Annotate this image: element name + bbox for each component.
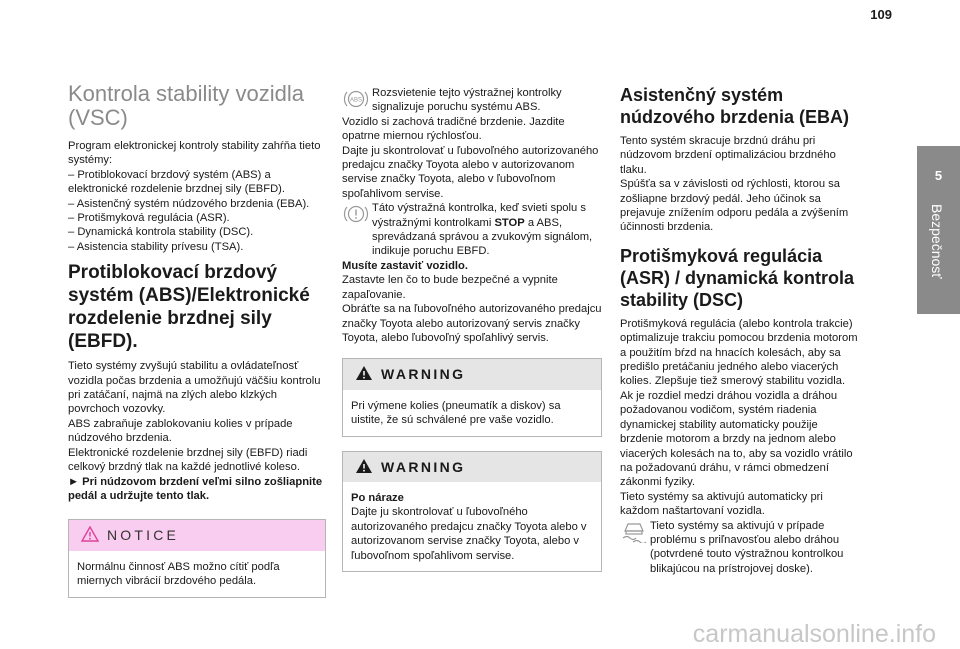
list-item: – Protiblokovací brzdový systém (ABS) a elektronické rozdelenie brzdnej sily (EBFD). xyxy=(68,168,285,196)
abs-para: Tieto systémy zvyšujú stabilitu a ovládateľnosť vozidla počas brzdenia a umožňujú väčšiu kontrolu pri zatáčaní, najmä na zlých alebo klzkých povrchoch vozovky. xyxy=(68,360,321,416)
warning-title: WARNING xyxy=(381,458,466,475)
brake-lamp-text xyxy=(372,201,602,259)
notice-box xyxy=(68,519,326,597)
abs-para: ABS zabraňuje zablokovaniu kolies v prípade núdzového brzdenia. xyxy=(68,417,293,445)
notice-body xyxy=(69,551,325,597)
vsc-heading: Kontrola stability vozidla (VSC) xyxy=(68,81,305,130)
col2-para: Dajte ju skontrolovať u ľubovoľného autorizovaného predajcu značky Toyota alebo v autorizovanom servise značky Toyota, alebo v ľubovoľnom spoľahlivom servise. xyxy=(342,144,599,200)
abs-heading: Protiblokovací brzdový systém (ABS)/Elektronické rozdelenie brzdnej sily (EBFD). xyxy=(68,262,310,353)
notice-header xyxy=(69,520,325,550)
chapter-label: Bezpečnosť xyxy=(929,204,945,279)
column-1 xyxy=(68,82,326,598)
warning-box-1 xyxy=(342,358,602,436)
ebfd-para: Elektronické rozdelenie brzdnej sily (EBFD) riadi celkový brzdný tlak na každé jednotlivé koleso. xyxy=(68,446,308,474)
svg-text:ABS: ABS xyxy=(349,97,363,104)
eba-para: Tento systém skracuje brzdnú dráhu pri núdzovom brzdení optimalizáciou brzdného tlaku. xyxy=(620,135,836,176)
warning-text: Pri výmene kolies (pneumatík a diskov) sa uistite, že sú schválené pre vaše vozidlo. xyxy=(351,399,561,427)
warning-text: Dajte ju skontrolovať u ľubovoľného autorizovaného predajcu značky Toyota alebo v autorizovanom servise značky Toyota, alebo v ľubovoľnom spoľahlivom servise. xyxy=(351,506,587,562)
column-2 xyxy=(342,86,602,572)
col2-para: Vozidlo si zachová tradičné brzdenie. Jazdite opatrne miernou rýchlosťou. xyxy=(342,115,565,143)
list-item: – Asistenčný systém núdzového brzdenia (EBA). xyxy=(68,197,310,210)
column-3 xyxy=(620,82,860,576)
watermark: carmanualsonline.info xyxy=(692,620,936,648)
brake-lamp-text-post: a ABS, sprevádzaná správou a zvukovým signálom, indikuje poruchu EBFD. xyxy=(372,216,593,258)
brake-warning-lamp-icon xyxy=(342,201,372,229)
emergency-braking-instruction: ► Pri núdzovom brzdení veľmi silno zošliapnite pedál a udržujte tento tlak. xyxy=(68,475,323,502)
warning-header xyxy=(343,452,601,482)
eba-heading: Asistenčný systém núdzového brzdenia (EBA) xyxy=(620,85,849,127)
asr-para: Protišmyková regulácia (alebo kontrola trakcie) optimalizuje trakciu pomocou brzdenia motorom a použitím bŕzd na hnacích kolesách, aby sa predišlo pretáčaniu jedného alebo viacerých kolies. Zlepšuje tiež smerový stabilitu vozidla. xyxy=(620,317,858,388)
asr-dsc-heading: Protišmyková regulácia (ASR) / dynamická kontrola stability (DSC) xyxy=(620,245,855,310)
warning-triangle-icon xyxy=(355,365,381,383)
brake-lamp-text-pre: Táto výstražná kontrolka, keď svieti spolu s výstražnými kontrolkami xyxy=(372,202,586,229)
vsc-intro: Program elektronickej kontroly stability zahŕňa tieto systémy: xyxy=(68,140,321,167)
list-item: – Dynamická kontrola stability (DSC). xyxy=(68,226,254,239)
dsc-para: Ak je rozdiel medzi dráhou vozidla a dráhou požadovanou vodičom, systém riadenia dynamickej stability automaticky použije brzdenie motorom a brzdy na jednom alebo viacerých kolesách na to, aby sa vozidlo vrátilo na požadovanú dráhu, v rámci obmedzení zákonmi fyziky. xyxy=(620,389,853,489)
stop-label: STOP xyxy=(494,216,525,229)
must-stop-text: Musíte zastaviť vozidlo. xyxy=(342,259,468,272)
chapter-tab[interactable] xyxy=(917,146,960,314)
warning-box-2 xyxy=(342,451,602,572)
warning-body xyxy=(343,390,601,436)
notice-triangle-icon xyxy=(81,526,107,544)
list-item: – Protišmyková regulácia (ASR). xyxy=(68,212,230,225)
abs-lamp-row xyxy=(342,86,602,115)
chapter-number: 5 xyxy=(934,168,943,183)
warning-triangle-icon xyxy=(355,458,381,476)
brake-lamp-row xyxy=(342,201,602,259)
skid-lamp-row xyxy=(620,519,860,577)
skid-warning-lamp-icon xyxy=(620,519,650,547)
abs-warning-lamp-icon xyxy=(342,86,372,114)
notice-text: Normálnu činnosť ABS možno cítiť podľa miernych vibrácií brzdového pedála. xyxy=(77,560,280,588)
activation-para: Tieto systémy sa aktivujú automaticky pri každom naštartovaní vozidla. xyxy=(620,490,823,518)
col2-para: Obráťte sa na ľubovoľného autorizovaného predajcu značky Toyota alebo autorizovaný servis značky Toyota, alebo ľubovoľný spoľahlivý servis. xyxy=(342,303,602,344)
list-item: – Asistencia stability prívesu (TSA). xyxy=(68,240,244,253)
page-number: 109 xyxy=(870,7,892,22)
skid-lamp-text: Tieto systémy sa aktivujú v prípade problému s priľnavosťou alebo dráhou (potvrdené touto výstražnou kontrolkou blikajúcou na prístrojovej doske). xyxy=(650,519,844,575)
warning-subtitle: Po náraze xyxy=(351,491,404,504)
notice-title: NOTICE xyxy=(107,527,180,544)
col2-para: Zastavte len čo to bude bezpečné a vypnite zapaľovanie. xyxy=(342,274,558,301)
warning-body xyxy=(343,482,601,571)
warning-header xyxy=(343,359,601,389)
eba-para: Spúšťa sa v závislosti od rýchlosti, ktorou sa zošliapne brzdový pedál. Jeho účinok sa prejavuje znížením odporu pedála a zvýšením účinnosti brzdenia. xyxy=(620,178,849,234)
abs-lamp-text: Rozsvietenie tejto výstražnej kontrolky signalizuje poruchu systému ABS. xyxy=(372,87,562,114)
warning-title: WARNING xyxy=(381,366,466,383)
